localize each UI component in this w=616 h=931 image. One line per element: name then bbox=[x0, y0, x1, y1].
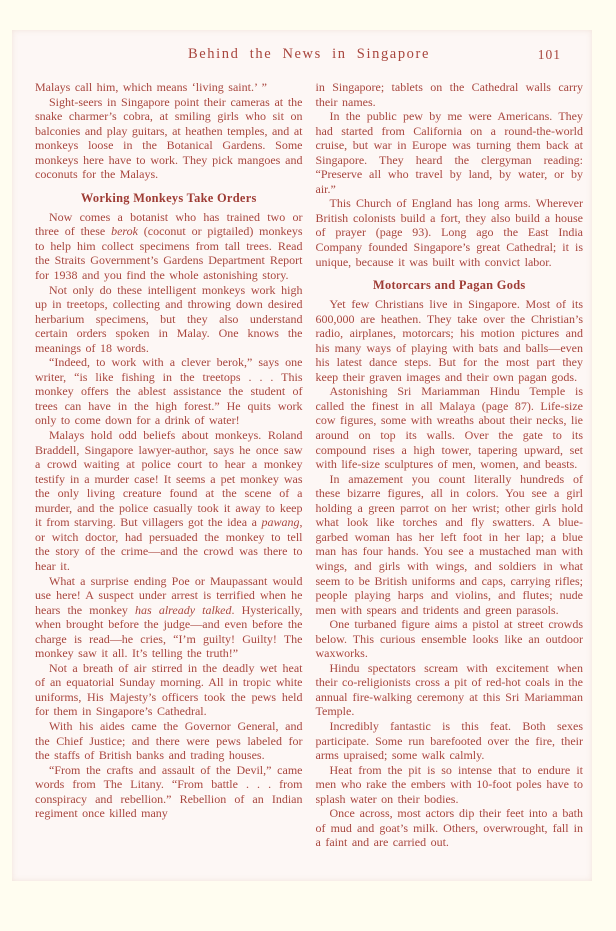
paragraph: “From the crafts and assault of the Devil,” came words from The Litany. “From battle . . . from conspiracy and rebellion.” Rebellion of an Indian regiment once killed many bbox=[35, 762, 303, 821]
paragraph: Astonishing Sri Mariamman Hindu Temple is called the finest in all Malaya (page 87). Life-size cow figures, some with wreaths about their necks, lie around on top its walls. Over the gate to its compound rises a high tower, tapering upward, set with life-size sculptures of men, women, and beasts. bbox=[315, 384, 583, 472]
paragraph: Now comes a botanist who has trained two or three of these berok (coconut or pigtailed) monkeys to help him collect specimens from tall trees. Read the Straits Government’s Gardens Department Report for 1938 and you find the whole astonishing story. bbox=[35, 209, 303, 283]
section-heading: Working Monkeys Take Orders bbox=[80, 190, 257, 205]
paragraph: “Indeed, to work with a clever berok,” says one writer, “is like fishing in the treetops . . . This monkey offers the ablest assistance the student of trees can have in the high forest.” He quits work only to come down for a drink of water! bbox=[35, 355, 303, 428]
paragraph: With his aides came the Governor General, and the Chief Justice; and there were pews labeled for the staffs of British banks and trading houses. bbox=[35, 718, 303, 763]
paragraph: Malays hold odd beliefs about monkeys. Roland Braddell, Singapore lawyer-author, says he once saw a crowd waiting at police court to hear a monkey testify in a murder case! It seems a pet monkey was the only living creature found at the scene of a murder, and the police casually took it away to keep it from starving. But villagers got the idea a pawang, or witch doctor, had persuaded the monkey to tell the story of the crime—and the crowd was there to hear it. bbox=[35, 428, 303, 573]
paragraph: This Church of England has long arms. Wherever British colonists build a fort, they also build a house of prayer (page 93). Long ago the East India Company founded Singapore’s great Cathedral; it is unique, because it was built with convict labor. bbox=[315, 196, 583, 269]
paragraph: Yet few Christians live in Singapore. Most of its 600,000 are heathen. They take over the Christian’s radio, airplanes, motorcars; his motion pictures and his many ways of playing with bats and balls—even his latest dance steps. But for the most part they keep their graven images and their own pagan gods. bbox=[315, 297, 583, 384]
paragraph: Hindu spectators scream with excitement when their co-religionists cross a pit of red-hot coals in the annual fire-walking ceremony at this Sri Mariamman Temple. bbox=[315, 660, 583, 719]
page-number: 101 bbox=[537, 47, 561, 62]
paragraph: Incredibly fantastic is this feat. Both sexes participate. Some run barefooted over the fire, their arms upraised; some walk calmly. bbox=[315, 718, 583, 763]
running-head bbox=[35, 46, 583, 68]
paragraph: Heat from the pit is so intense that to endure it men who rake the embers with 10-foot poles have to splash water on their bodies. bbox=[315, 762, 583, 806]
paragraph: Malays call him, which means ‘living saint.’ ” bbox=[35, 80, 267, 94]
paragraph: Once across, most actors dip their feet into a bath of mud and goat’s milk. Others, overwrought, fall in a faint and are carried out. bbox=[315, 806, 583, 850]
paragraph: What a surprise ending Poe or Maupassant would use here! A suspect under arrest is terrified when he hears the monkey has already talked. Hysterically, when brought before the judge—and even before the charge is read—he cries, “I’m guilty! Guilty! The monkey saw it all. It’s telling the truth!” bbox=[35, 573, 303, 661]
column-1 bbox=[35, 80, 303, 821]
book-page bbox=[12, 30, 592, 881]
page-content bbox=[12, 30, 592, 850]
paragraph: Not only do these intelligent monkeys work high up in treetops, collecting and throwing down desired herbarium specimens, but they also understand certain orders spoken in Malay. One knows the meanings of 18 words. bbox=[35, 282, 303, 355]
paragraph: Not a breath of air stirred in the deadly wet heat of an equatorial Sunday morning. All in tropic white uniforms, His Majesty’s officers took the pews held for them in Singapore’s Cathedral. bbox=[35, 660, 303, 719]
paragraph: In amazement you count literally hundreds of these bizarre figures, all in colors. You see a girl holding a green parrot on her wrist; other girls hold what look like torches and fly swatters. A blue-garbed woman has her left foot in her lap; a blue man has four hands. You see a mustached man with wings, and girls with wings, and soldiers in what seem to be British uniforms and caps, carrying rifles; people playing harps and violins, and flutes; nude men with spears and tridents and green parasols. bbox=[315, 471, 583, 617]
paragraph: In the public pew by me were Americans. They had started from California on a round-the-world cruise, but war in Europe was turning them back at Singapore. They heard the clergyman reading: “Preserve all who travel by land, by water, or by air.” bbox=[315, 109, 583, 196]
paragraph: One turbaned figure aims a pistol at street crowds below. This curious ensemble looks like an outdoor waxworks. bbox=[315, 617, 583, 661]
section-heading: Motorcars and Pagan Gods bbox=[372, 278, 526, 293]
paragraph: in Singapore; tablets on the Cathedral walls carry their names. bbox=[315, 80, 583, 109]
columns bbox=[35, 80, 583, 850]
column-2 bbox=[316, 80, 584, 850]
running-title: Behind the News in Singapore bbox=[188, 46, 430, 62]
paragraph: Sight-seers in Singapore point their cameras at the snake charmer’s cobra, at smiling girls who sit on balconies and play guitars, at heathen temples, and at monkeys loose in the Botanical Gardens. Some monkeys here have to work. They pick mangoes and coconuts for the Malays. bbox=[35, 94, 303, 182]
